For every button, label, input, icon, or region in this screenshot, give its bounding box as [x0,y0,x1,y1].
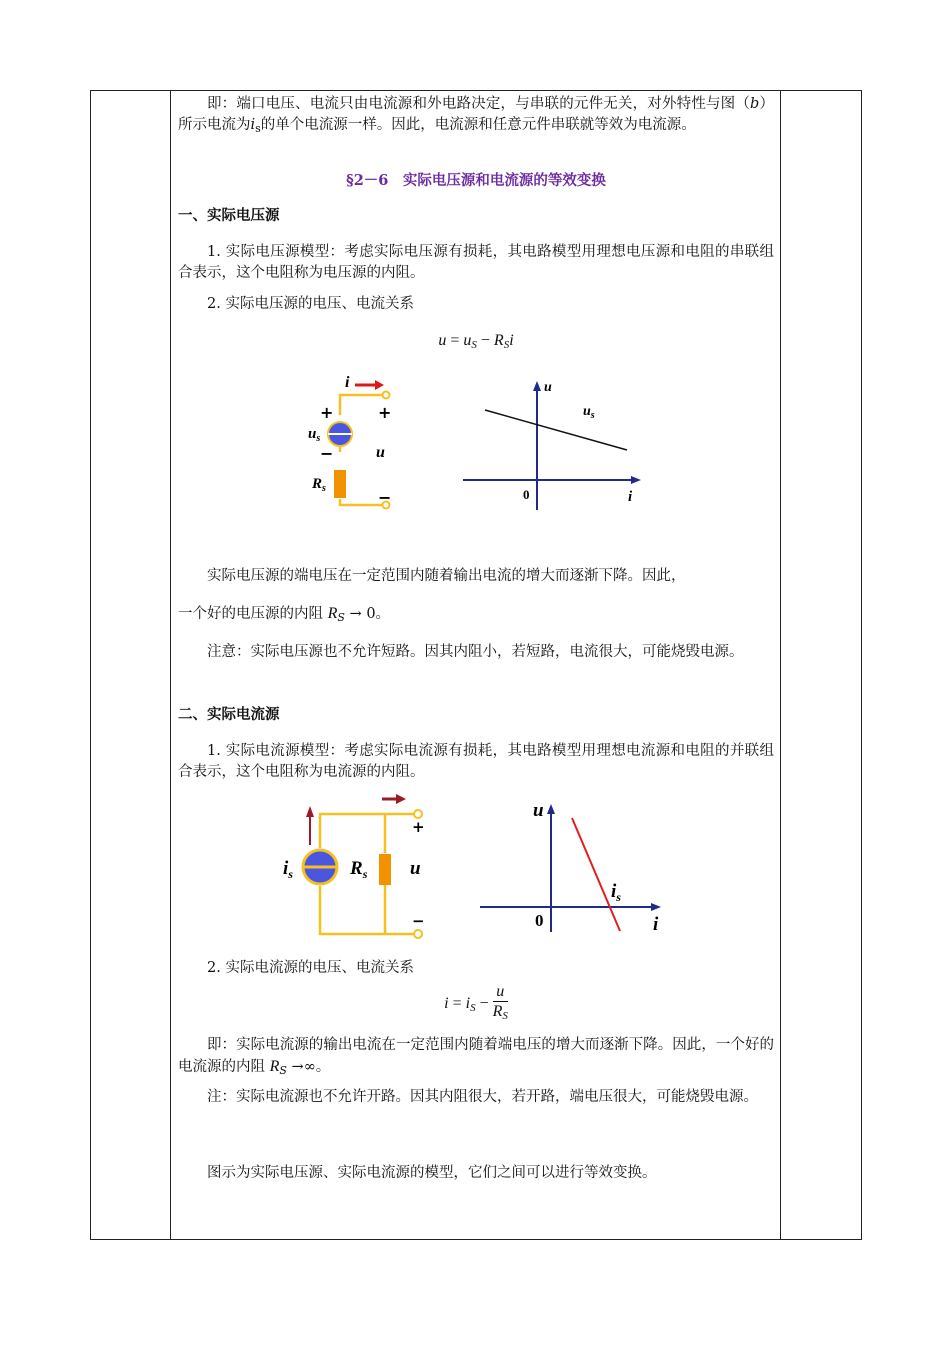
x-axis-label: i [653,914,659,935]
voltage-source-graph [455,375,655,515]
intercept-label: $i_s$ [611,881,621,904]
y-axis-arrow [547,804,555,814]
x-axis-arrow [631,476,641,484]
intro-paragraph: 即：端口电压、电流只由电流源和外电路决定，与串联的元件无关，对外特性与图（b）所示电流为$i_s$的单个电流源一样。因此，电流源和任意元件串联就等效为电流源。 [178,96,775,135]
current-label: i [345,375,350,391]
voltage-note: 注意：实际电压源也不允许短路。因其内阻小，若短路，电流很大，可能烧毁电源。 [207,644,744,660]
heading-voltage-source: 一、实际电压源 [178,208,280,224]
current-source-graph [475,790,675,940]
terminal-plus: + [378,403,392,422]
voltage-equation: $u = u_S - R_Si$ [438,332,514,351]
source-plus: + [320,403,334,422]
y-axis-label: u [533,800,544,821]
terminal-minus: − [378,488,392,507]
closing-paragraph: 图示为实际电压源、实际电流源的模型，它们之间可以进行等效变换。 [207,1165,657,1181]
terminal-bottom [414,930,422,938]
voltage-drop-paragraph: 实际电压源的端电压在一定范围内随着输出电流的增大而逐渐下降。因此， [207,568,686,584]
resistor-label: $R_s$ [350,858,368,881]
y-axis-label: u [544,380,552,395]
source-minus: − [320,444,334,463]
resistor-symbol [334,470,346,498]
main-cell [170,90,780,1240]
x-axis-label: i [628,489,633,505]
current-relation-label: 2. 实际电流源的电压、电流关系 [207,960,414,976]
fraction: $\frac{u}{R_S}$ [492,983,508,1022]
y-axis-arrow [533,381,541,391]
characteristic-line [485,410,627,450]
column-divider [780,91,781,1239]
intercept-label: $u_s$ [583,404,595,421]
voltage-ideal-line: 一个好的电压源的内阻 $R_S \to 0$。 [178,605,391,624]
source-arrow-head [306,806,314,817]
voltage-label: u [410,858,421,879]
x-axis-arrow [651,903,661,911]
current-equation: $i = i_S$ − $\frac{u}{R_S}$ [178,983,774,1026]
resistor-symbol [379,854,391,885]
wire-top [320,814,418,848]
terminal-top [383,392,390,399]
characteristic-line [572,818,620,931]
current-arrow-head [375,380,384,390]
terminal-top [414,810,422,818]
wire-bottom [320,886,418,934]
voltage-source-circuit [300,375,410,515]
source-label: $u_s$ [308,426,321,444]
origin-label: 0 [535,911,544,930]
section-title: §2－6 实际电压源和电流源的等效变换 [346,172,606,189]
voltage-model-paragraph: 1. 实际电压源模型：考虑实际电压源有损耗，其电路模型用理想电压源和电阻的串联组合表示，这个电阻称为电压源的内阻。 [178,244,774,281]
terminal-minus: − [412,912,425,930]
origin-label: 0 [523,487,530,502]
current-model-paragraph: 1. 实际电流源模型：考虑实际电流源有损耗，其电路模型用理想电流源和电阻的并联组合表示，这个电阻称为电流源的内阻。 [178,743,774,780]
current-arrow-head [396,794,406,804]
current-source-circuit [278,790,438,945]
voltage-relation-label: 2. 实际电压源的电压、电流关系 [207,296,414,312]
source-label: $i_s$ [283,858,293,881]
resistor-label: $R_s$ [312,476,326,494]
current-note: 注：实际电流源也不允许开路。因其内阻很大，若开路，端电压很大，可能烧毁电源。 [207,1089,758,1105]
voltage-label: u [376,444,385,461]
current-drop-paragraph: 即：实际电流源的输出电流在一定范围内随着端电压的增大而逐渐下降。因此，一个好的电流源的内阻 $R_S$ →∞。 [178,1037,774,1077]
terminal-plus: + [412,818,425,836]
heading-current-source: 二、实际电流源 [178,707,280,723]
